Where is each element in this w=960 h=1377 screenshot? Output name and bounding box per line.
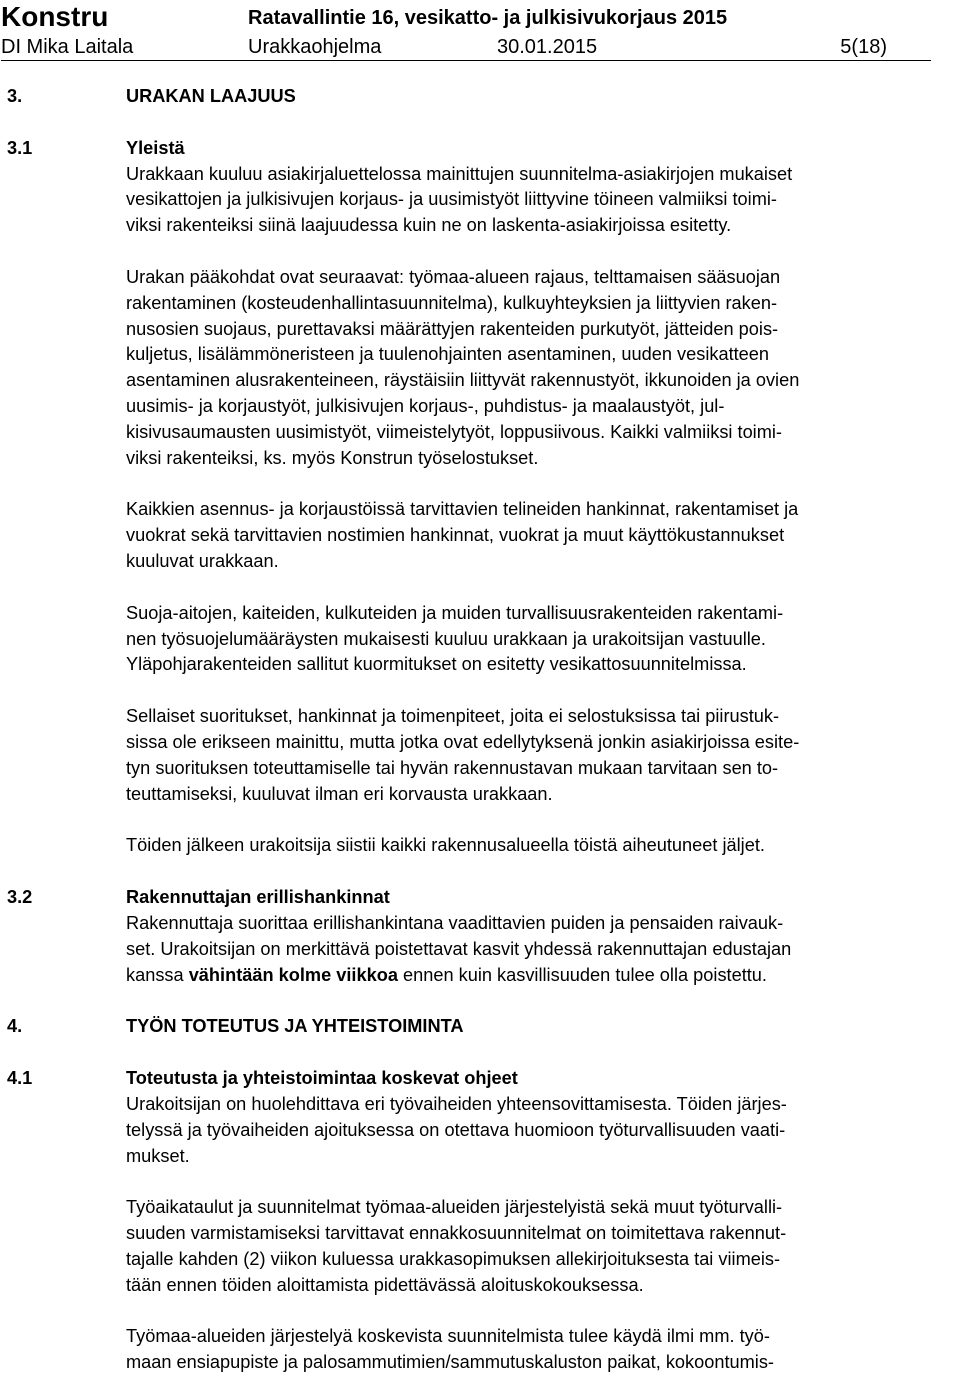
text-line: uusimis- ja korjaustyöt, julkisivujen korjaus-, puhdistus- ja maalaustyöt, jul-	[126, 395, 725, 416]
text-line: sissa ole erikseen mainittu, mutta jotka ovat edellytyksenä jonkin asiakirjoissa esite-	[126, 731, 800, 752]
text-line: rakentaminen (kosteudenhallintasuunnitelma), kulkuyhteyksien ja liittyvien raken-	[126, 292, 778, 313]
text-line: Rakennuttaja suorittaa erillishankintana vaadittavien puiden ja pensaiden raivauk-	[126, 912, 784, 933]
paragraph	[126, 265, 956, 471]
paragraph	[126, 833, 956, 859]
section-number: 3.2	[7, 887, 33, 908]
paragraph	[126, 704, 956, 807]
company-name: Konstru	[1, 1, 109, 32]
text-line: tään ennen töiden aloittamista pidettävässä aloituskokouksessa.	[126, 1274, 644, 1295]
page-header	[0, 0, 960, 62]
paragraph	[126, 162, 956, 239]
text-line: Töiden jälkeen urakoitsija siistii kaikki rakennusalueella töistä aiheutuneet jäljet.	[126, 835, 765, 856]
section-4-1-heading	[0, 1066, 960, 1092]
text-run: kanssa	[126, 964, 189, 985]
section-3-1-body	[126, 162, 956, 860]
text-line: viksi rakenteiksi, ks. myös Konstrun työselostukset.	[126, 447, 539, 468]
text-line: Työaikataulut ja suunnitelmat työmaa-alueiden järjestelyistä sekä muut työturvalli-	[126, 1197, 783, 1218]
emphasis-text: vähintään kolme viikkoa	[188, 964, 398, 985]
text-line: asentaminen alusrakenteineen, räystäisiin liittyvät rakennustyöt, ikkunoiden ja ovien	[126, 370, 800, 391]
section-4-heading	[0, 1014, 960, 1040]
section-title: URAKAN LAAJUUS	[126, 86, 296, 106]
text-line: teuttamiseksi, kuuluvat ilman eri korvausta urakkaan.	[126, 783, 553, 804]
text-line: nusosien suojaus, purettavaksi määrättyjen rakenteiden purkutyöt, jätteiden pois-	[126, 318, 779, 339]
text-line: Työmaa-alueiden järjestelyä koskevista suunnitelmista tulee käydä ilmi mm. työ-	[126, 1326, 770, 1347]
text-line: set. Urakoitsijan on merkittävä poistettavat kasvit yhdessä rakennuttajan edustajan	[126, 938, 792, 959]
text-line: telyssä ja työvaiheiden ajoituksessa on otettava huomioon työturvallisuuden vaati-	[126, 1119, 786, 1140]
text-line: tyn suorituksen toteuttamiselle tai hyvän rakennustavan mukaan tarvitaan sen to-	[126, 757, 779, 778]
text-line: Yläpohjarakenteiden sallitut kuormitukset on esitetty vesikattosuunnitelmissa.	[126, 654, 747, 675]
section-title: TYÖN TOTEUTUS JA YHTEISTOIMINTA	[126, 1016, 464, 1037]
text-line	[126, 963, 956, 989]
text-line: Sellaiset suoritukset, hankinnat ja toimenpiteet, joita ei selostuksissa tai piirustuk-	[126, 706, 780, 727]
section-3-1-heading	[0, 136, 960, 162]
text-line: kuuluvat urakkaan.	[126, 550, 279, 571]
paragraph	[126, 601, 956, 678]
text-line: suuden varmistamiseksi tarvittavat ennakkosuunnitelmat on toimitettava rakennut-	[126, 1223, 787, 1244]
paragraph	[126, 497, 956, 574]
text-line: mukset.	[126, 1145, 190, 1166]
section-title: Rakennuttajan erillishankinnat	[126, 887, 390, 908]
page-number: 5(18)	[840, 36, 887, 58]
text-line: Urakoitsijan on huolehdittava eri työvaiheiden yhteensovittamisesta. Töiden järjes-	[126, 1093, 787, 1114]
text-line: vesikattojen ja julkisivujen korjaus- ja uusimistyöt liittyvine töineen valmiiksi toimi-	[126, 189, 777, 210]
text-line: kuljetus, lisälämmöneristeen ja tuulenohjainten asentaminen, uuden vesikatteen	[126, 344, 770, 365]
section-number: 4.	[7, 1016, 23, 1037]
paragraph	[126, 1092, 956, 1169]
section-number: 3.	[7, 86, 23, 106]
text-run: ennen kuin kasvillisuuden tulee olla poistettu.	[397, 964, 767, 985]
text-line: viksi rakenteiksi siinä laajuudessa kuin ne on laskenta-asiakirjoissa esitetty.	[126, 215, 732, 236]
text-line: maan ensiapupiste ja palosammutimien/sammutuskaluston paikat, kokoontumis-	[126, 1352, 774, 1373]
text-line: Urakan pääkohdat ovat seuraavat: työmaa-alueen rajaus, telttamaisen sääsuojan	[126, 266, 781, 287]
document-body	[0, 84, 960, 1376]
section-4-1-body	[126, 1092, 956, 1376]
text-line: tajalle kahden (2) viikon kuluessa urakkasopimuksen allekirjoituksesta tai viimeis-	[126, 1248, 781, 1269]
section-3-heading	[0, 84, 960, 110]
text-line: Suoja-aitojen, kaiteiden, kulkuteiden ja muiden turvallisuusrakenteiden rakentami-	[126, 602, 784, 623]
document-type: Urakkaohjelma	[248, 36, 382, 58]
text-line: Urakkaan kuuluu asiakirjaluettelossa mainittujen suunnitelma-asiakirjojen mukaiset	[126, 163, 793, 184]
section-number: 4.1	[7, 1068, 33, 1089]
section-3-2-body	[126, 911, 956, 988]
paragraph	[126, 911, 956, 988]
text-line: vuokrat sekä tarvittavien nostimien hankinnat, vuokrat ja muut käyttökustannukset	[126, 525, 785, 546]
text-line: nen työsuojelumääräysten mukaisesti kuuluu urakkaan ja urakoitsijan vastuulle.	[126, 628, 766, 649]
paragraph	[126, 1195, 956, 1298]
text-line: kisivusaumausten uusimistyöt, viimeistelytyöt, loppusiivous. Kaikki valmiiksi toimi-	[126, 421, 782, 442]
section-title: Toteutusta ja yhteistoimintaa koskevat ohjeet	[126, 1068, 518, 1089]
text-line: Kaikkien asennus- ja korjaustöissä tarvittavien telineiden hankinnat, rakentamiset ja	[126, 499, 799, 520]
project-title: Ratavallintie 16, vesikatto- ja julkisivukorjaus 2015	[248, 7, 728, 29]
section-number: 3.1	[7, 137, 33, 158]
header-meta-row	[1, 34, 931, 61]
section-title: Yleistä	[126, 137, 185, 158]
section-3-2-heading	[0, 885, 960, 911]
paragraph	[126, 1324, 956, 1376]
author: DI Mika Laitala	[1, 36, 134, 58]
document-date: 30.01.2015	[497, 36, 598, 58]
